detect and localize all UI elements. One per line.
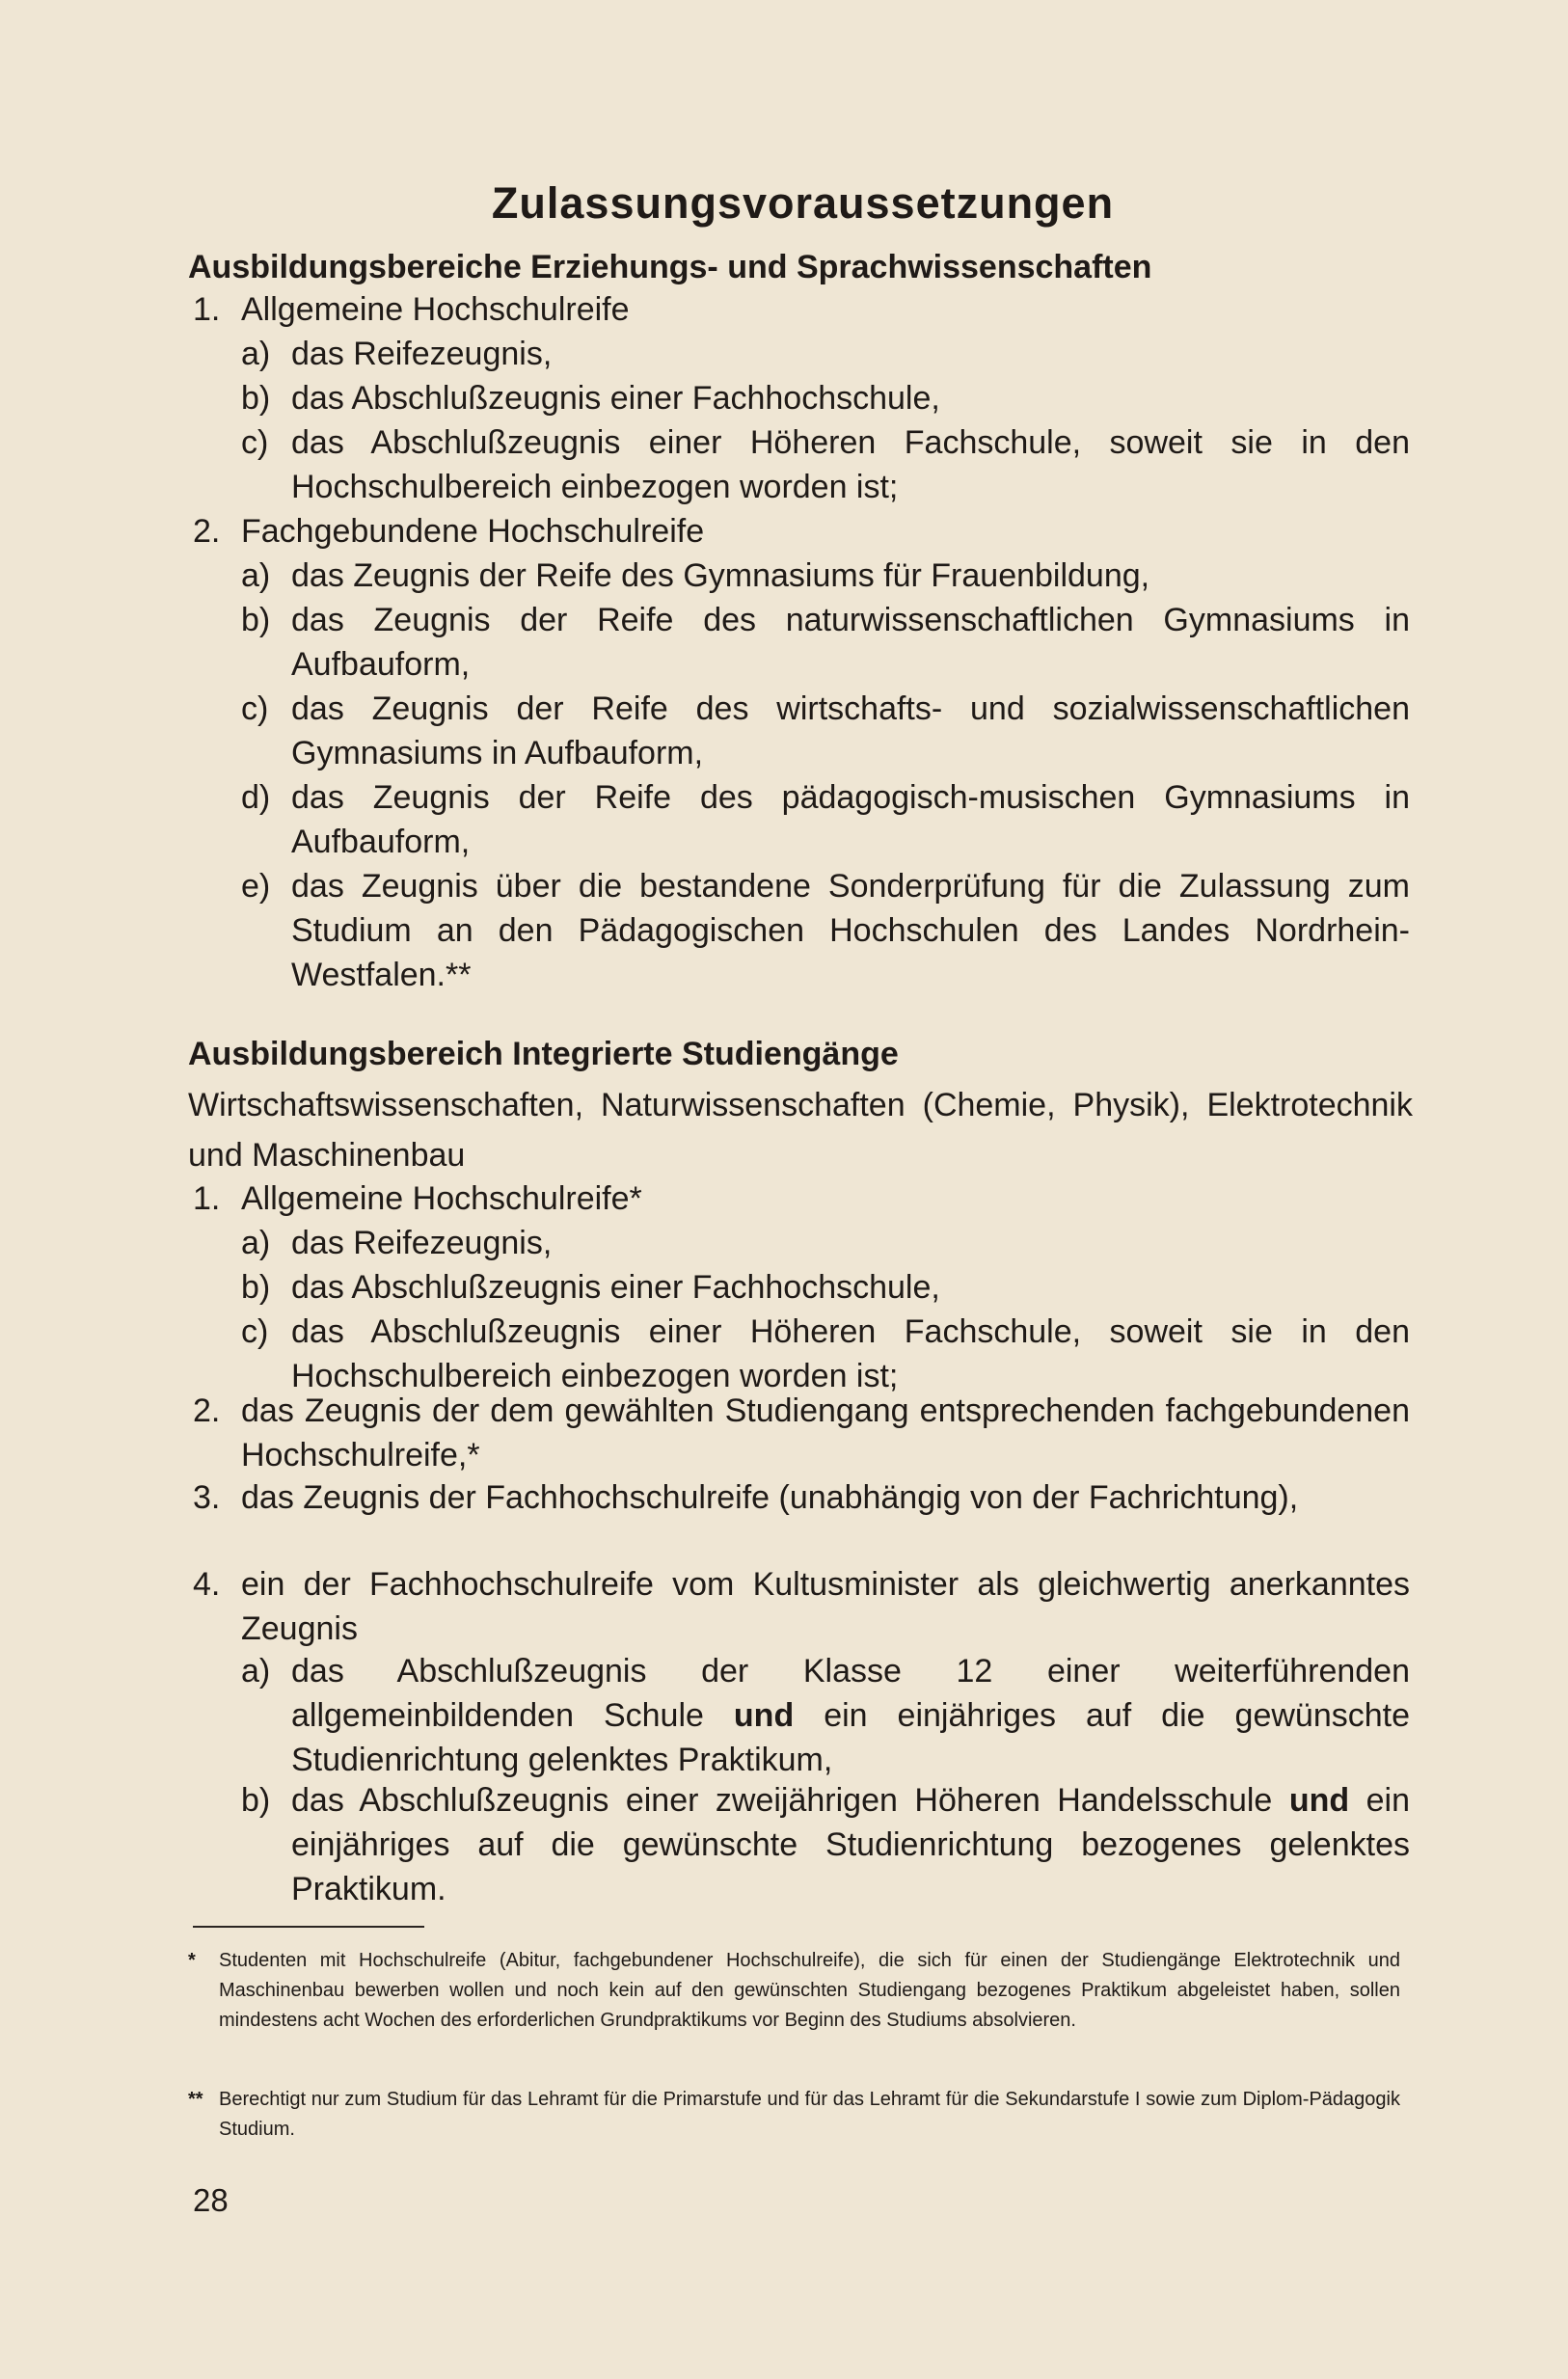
s2-item1-a-label: a) [241,1225,271,1261]
s2-item4-b-pre: das Abschlußzeugnis einer zweijährigen Höheren Handelsschule [291,1782,1289,1819]
footnote-1-text: Studenten mit Hochschulreife (Abitur, fachgebundener Hochschulreife), die sich für einen der Studiengänge Elektrotechnik und Maschinenbau bewerben wollen und noch kein auf den gewünschten Studiengang bezogenes Praktikum abgeleistet haben, sollen mindestens acht Wochen des erforderlichen Grundpraktikums vor Beginn des Studiums absolvieren. [219,1950,1400,2031]
s2-item2-number: 2. [193,1392,221,1429]
s1-item2-a-label: a) [241,557,271,594]
s1-item2-b-text: das Zeugnis der Reife des naturwissenschaftlichen Gymnasiums in Aufbauform, [291,602,1410,683]
footnote-2-text: Berechtigt nur zum Studium für das Lehramt für die Primarstufe und für das Lehramt für die Sekundarstufe I sowie zum Diplom-Pädagogik Studium. [219,2089,1400,2140]
s2-item4-a-label: a) [241,1653,271,1690]
s2-item3-number: 3. [193,1479,221,1516]
s1-item2-a-text: das Zeugnis der Reife des Gymnasiums für Frauenbildung, [291,557,1150,594]
footnote-2 [188,2085,1418,2152]
s1-item1-number: 1. [193,291,221,328]
s1-item2-e-label: e) [241,868,271,905]
s1-item2-label: Fachgebundene Hochschulreife [241,513,705,550]
s1-item2-d-text: das Zeugnis der Reife des pädagogisch-musischen Gymnasiums in Aufbauform, [291,779,1410,860]
s1-item1-b-label: b) [241,380,271,417]
s2-item4-a-pre: das Abschlußzeugnis der Klasse 12 einer weiterführenden allgemeinbildenden Schule [291,1653,1410,1734]
s2-item4-a-text [291,1649,1410,1782]
s2-item4-b-post: ein einjähriges auf die gewünschte Studienrichtung bezogenes gelenktes Praktikum. [291,1782,1410,1907]
s1-item1-c-text: das Abschlußzeugnis einer Höheren Fachschule, soweit sie in den Hochschulbereich einbezogen worden ist; [291,424,1410,505]
s2-item4-a-post: ein einjähriges auf die gewünschte Studienrichtung gelenktes Praktikum, [291,1697,1410,1778]
s1-item2-e-text: das Zeugnis über die bestandene Sonderprüfung für die Zulassung zum Studium an den Pädagogischen Hochschulen des Landes Nordrhein-Westfalen.** [291,868,1410,993]
s2-item1-b-label: b) [241,1269,271,1306]
s1-item2-c-text: das Zeugnis der Reife des wirtschafts- und sozialwissenschaftlichen Gymnasiums in Aufbauform, [291,690,1410,771]
s2-item1-number: 1. [193,1180,221,1217]
s2-item3-text: das Zeugnis der Fachhochschulreife (unabhängig von der Fachrichtung), [241,1479,1299,1516]
s2-item1-c-text: das Abschlußzeugnis einer Höheren Fachschule, soweit sie in den Hochschulbereich einbezogen worden ist; [291,1313,1410,1394]
s1-item2-number: 2. [193,513,221,550]
s2-item4-b-label: b) [241,1782,271,1819]
s2-item1-c-label: c) [241,1313,269,1350]
s2-item1-label: Allgemeine Hochschulreife* [241,1180,642,1217]
footnote-divider [193,1926,424,1928]
section2-intro: Wirtschaftswissenschaften, Naturwissenschaften (Chemie, Physik), Elektrotechnik und Maschinenbau [188,1087,1413,1174]
s1-item2-c-label: c) [241,690,269,727]
section2-heading: Ausbildungsbereich Integrierte Studiengänge [188,1036,899,1072]
s1-item1-label: Allgemeine Hochschulreife [241,291,630,328]
s2-item4-text: ein der Fachhochschulreife vom Kultusminister als gleichwertig anerkanntes Zeugnis [241,1566,1410,1647]
s1-item2-b-label: b) [241,602,271,638]
s2-item2-text: das Zeugnis der dem gewählten Studiengang entsprechenden fachgebundenen Hochschulreife,* [241,1392,1410,1473]
s2-item4-b-text [291,1778,1410,1911]
page-title: Zulassungsvoraussetzungen [491,178,1115,228]
s2-item4-b-bold: und [1288,1782,1350,1819]
footnote-1-mark: * [188,1950,196,1971]
page-number: 28 [193,2182,229,2218]
s1-item2-d-label: d) [241,779,271,816]
s1-item1-b-text: das Abschlußzeugnis einer Fachhochschule, [291,380,940,417]
s1-item1-a-label: a) [241,336,271,372]
section1-heading: Ausbildungsbereiche Erziehungs- und Sprachwissenschaften [188,249,1152,285]
s1-item1-a-text: das Reifezeugnis, [291,336,553,372]
footnote-2-mark: ** [188,2089,203,2110]
footnote-1 [188,1946,1418,2071]
s2-item1-a-text: das Reifezeugnis, [291,1225,553,1261]
s2-item1-b-text: das Abschlußzeugnis einer Fachhochschule, [291,1269,940,1306]
s2-item4-a-bold: und [733,1697,795,1734]
s2-item4-number: 4. [193,1566,221,1603]
s1-item1-c-label: c) [241,424,269,461]
